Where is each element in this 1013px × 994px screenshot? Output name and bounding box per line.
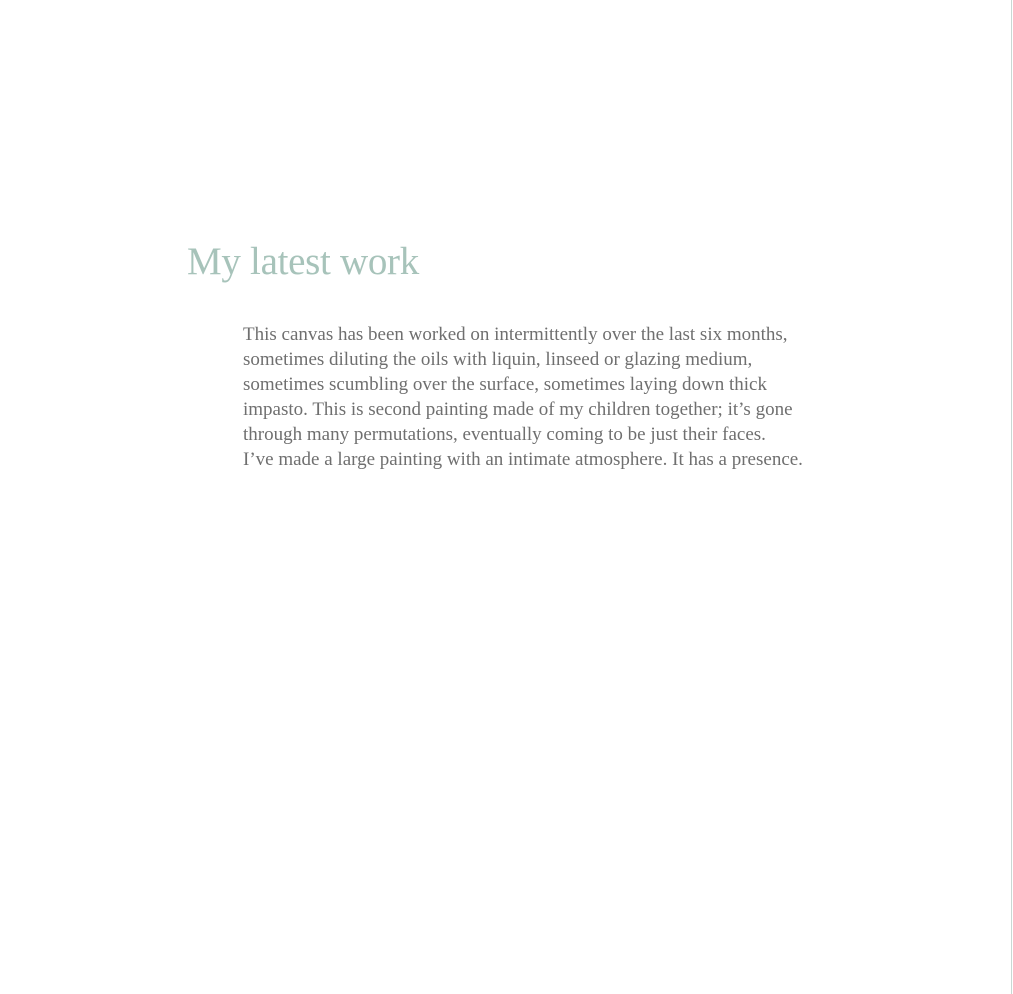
paragraph-line: This canvas has been worked on intermittently over the last six months, [243, 324, 788, 345]
description-paragraph [243, 322, 843, 472]
right-edge-divider [1011, 0, 1012, 994]
latest-work-section [187, 238, 847, 470]
paragraph-line: through many permutations, eventually coming to be just their faces. [243, 424, 766, 445]
paragraph-line: sometimes scumbling over the surface, sometimes laying down thick [243, 374, 767, 395]
section-title: My latest work [187, 240, 419, 283]
paragraph-line: impasto. This is second painting made of my children together; it’s gone [243, 399, 793, 420]
paragraph-line: sometimes diluting the oils with liquin, linseed or glazing medium, [243, 349, 753, 370]
paragraph-line: I’ve made a large painting with an intimate atmosphere. It has a presence. [243, 449, 803, 470]
